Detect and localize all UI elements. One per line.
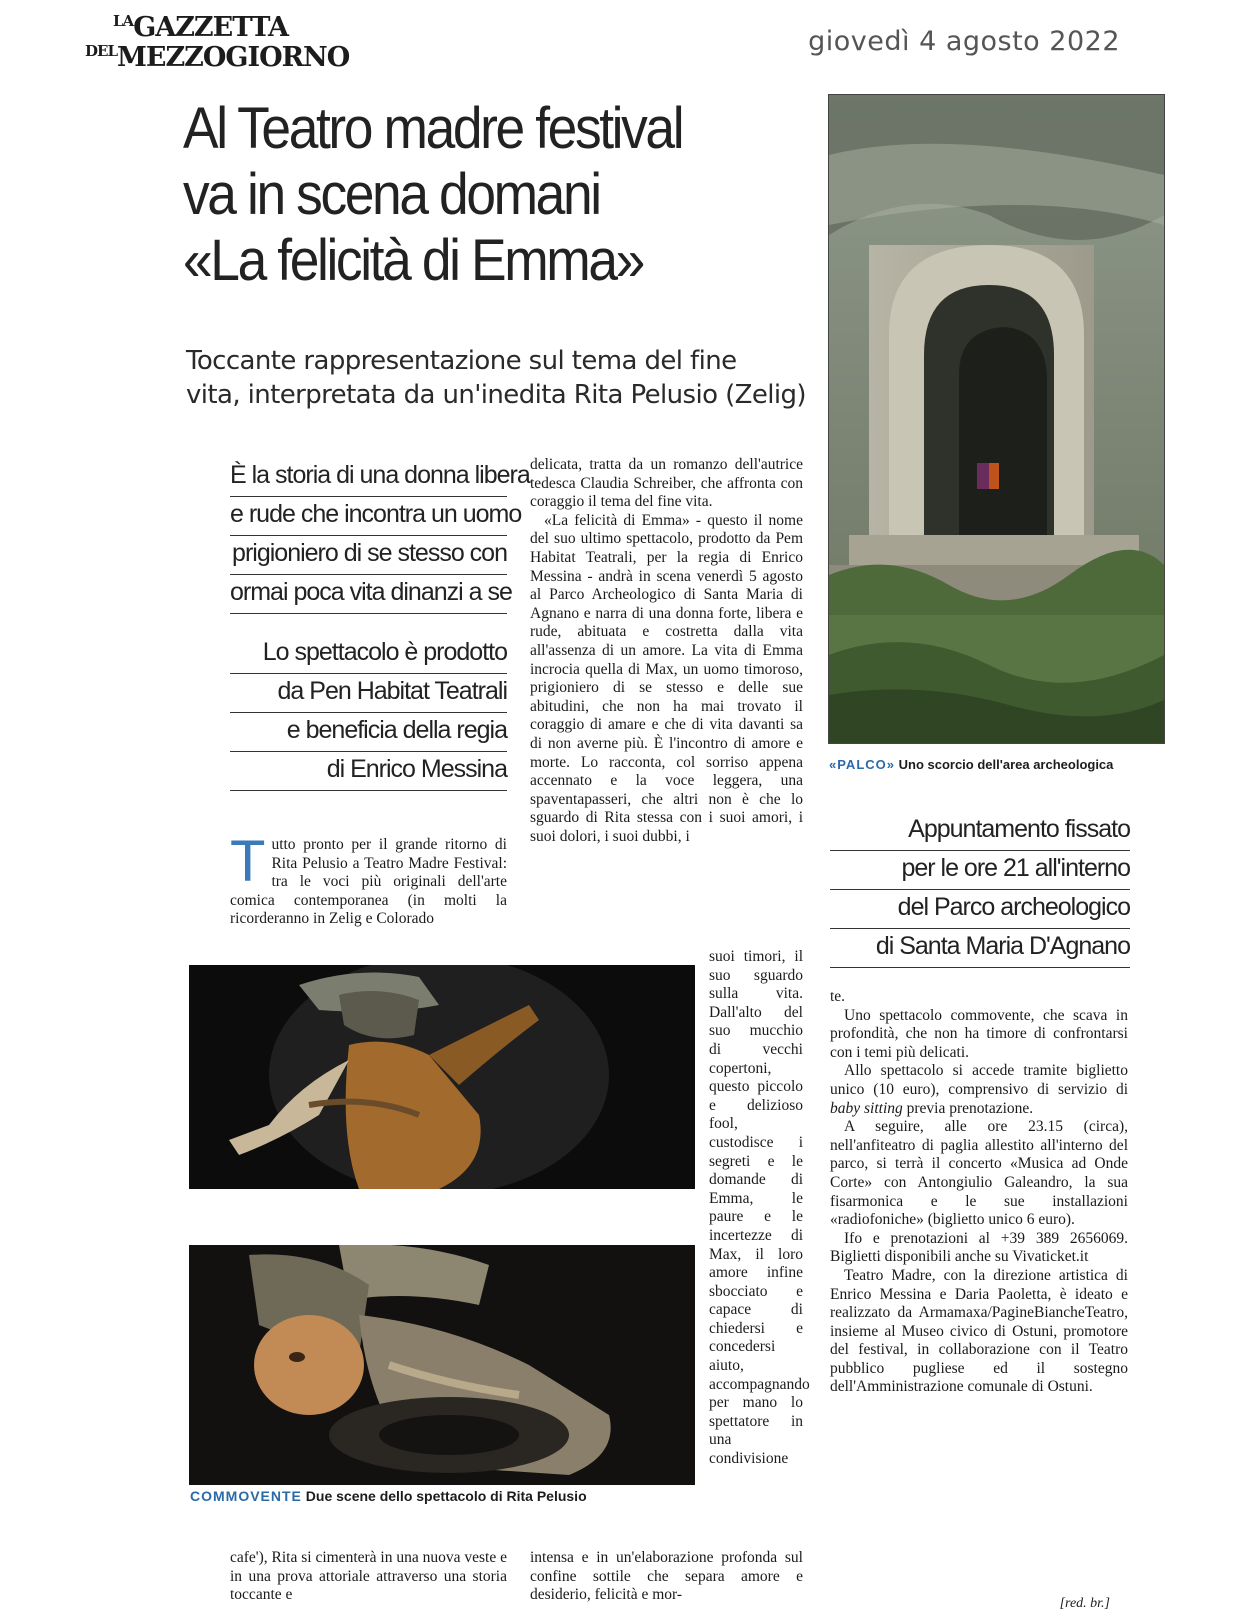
paragraph [830,1062,1128,1118]
article-column-2 [530,456,803,846]
photo-archaeological-arch [828,94,1165,744]
pullquote-line: di Santa Maria D'Agnano [830,929,1130,968]
author-signature: [red. br.] [1059,1596,1110,1611]
scene-one-illustration [189,965,695,1189]
arch-caption-label: «PALCO» [829,757,895,772]
paragraph: «La felicità di Emma» - questo il nome del suo ultimo spettacolo, prodotto da Pem Habitat Teatrali, per la regia di Enrico Messina - andrà in scena venerdì 5 agosto al Parco Archeologico di Santa Maria di Agnano e narra di una donna forte, libera e rude, abituata e costretta dalla vita all'assenza di un amore. La vita di Emma incrocia quella di Max, un uomo timoroso, prigioniero di se stesso e delle sue abitudini, che non ha mai trovato il coraggio di amare e che di vita davanti sa di non averne più. È l'incontro di amore e morte. Lo racconta, col sorriso appena accennato e la voce leggera, una spaventapasseri, che altri non è che lo sguardo di Rita stessa con i suoi amori, i suoi dolori, i suoi dubbi, i [530,511,803,845]
scene-two-illustration [189,1245,695,1485]
article-column-2-continuation: intensa e in un'elaborazione profonda sul confine sottile che separa amore e desiderio, felicità e mor- [530,1549,803,1604]
arch-photo-caption [829,757,1113,772]
arch-photo-illustration [829,95,1164,743]
article-narrow-column: suoi timori, il suo sguardo sulla vita. Dall'alto del suo mucchio di vecchi copertoni, questo piccolo e delizioso fool, custodisce i segreti e le domande di Emma, le paure e le incertezze di Max, il loro amore infine sbocciato e capace di chiedersi e concedersi aiuto, accompagnando per mano lo spettatore in una condivisione [709,948,810,1468]
pullquote-production [230,635,507,791]
pullquote-line: del Parco archeologico [830,890,1130,929]
headline-line3: «La felicità di Emma» [183,228,643,293]
paragraph: Teatro Madre, con la direzione artistica di Enrico Messina e Daria Paoletta, è ideato e realizzato da Armamaxa/PagineBiancheTeatro, insieme al Museo civico di Ostuni, promotore del festival, in collaborazione con il Teatro pubblico pugliese ed il sostegno dell'Amministrazione comunale di Ostuni. [830,1266,1128,1396]
pullquote-line: Lo spettacolo è prodotto [230,635,507,674]
article-column-3 [830,988,1128,1397]
paragraph-text: previa prenotazione. [902,1099,1034,1117]
photo-scene-one [189,965,695,1189]
lead-paragraph: utto pronto per il grande ritorno di Rita Pelusio a Teatro Madre Festival: tra le voci più originali dell'arte comica contemporanea (in molti la ricorderanno in Zelig e Colorado [230,836,507,928]
pullquote-appointment [830,812,1130,968]
masthead-logo-line1: $^{LA}$GAZZETTA [113,12,288,43]
pullquote-line: prigioniero di se stesso con [230,536,507,575]
pullquote-line: per le ore 21 all'interno [830,851,1130,890]
paragraph: Ifo e prenotazioni al +39 389 2656069. Biglietti disponibili anche su Vivaticket.it [830,1229,1128,1266]
subheadline [186,344,826,412]
pullquote-line: Appuntamento fissato [830,812,1130,851]
scenes-caption-label: COMMOVENTE [190,1488,302,1504]
arch-caption-text: Uno scorcio dell'area archeologica [895,757,1114,772]
scenes-caption-text: Due scene dello spettacolo di Rita Pelusio [301,1488,587,1504]
dropcap: T [230,829,266,894]
paragraph: Uno spettacolo commovente, che scava in profondità, che non ha timore di confrontarsi con i temi più delicati. [830,1006,1128,1061]
article-lead-column [230,829,507,929]
paragraph-text: Allo spettacolo si accede tramite biglietto unico (10 euro), comprensivo di servizio di [830,1062,1128,1098]
article-column-1-continuation: cafe'), Rita si cimenterà in una nuova veste e in una prova attoriale attraverso una storia toccante e [230,1549,507,1604]
pullquote-line: e rude che incontra un uomo [230,497,507,536]
subheadline-line1: Toccante rappresentazione sul tema del fine [186,346,737,376]
paragraph: delicata, tratta da un romanzo dell'autrice tedesca Claudia Schreiber, che affronta con coraggio il tema del fine vita. [530,456,803,511]
photo-scene-two [189,1245,695,1485]
paragraph: te. [830,988,846,1005]
headline [183,96,753,294]
masthead-logo-line2: $^{DEL}$MEZZOGIORNO [85,42,350,73]
pullquote-line: È la storia di una donna libera [230,458,507,497]
pullquote-line: ormai poca vita dinanzi a se [230,575,507,614]
pullquote-line: da Pen Habitat Teatrali [230,674,507,713]
subheadline-line2: vita, interpretata da un'inedita Rita Pelusio (Zelig) [186,380,806,410]
paragraph: A seguire, alle ore 23.15 (circa), nell'anfiteatro di paglia allestito all'interno del parco, si terrà il concerto «Musica ad Onde Corte» con Antongiulio Galeandro, la sua fisarmonica e le sue installazioni «radiofoniche» (biglietto unico 6 euro). [830,1118,1128,1229]
scenes-photo-caption [190,1488,587,1504]
headline-line2: va in scena domani [183,162,600,227]
paragraph-emphasis: baby sitting [830,1099,903,1117]
issue-date: giovedì 4 agosto 2022 [808,26,1120,57]
pullquote-line: di Enrico Messina [230,752,507,791]
headline-line1: Al Teatro madre festival [183,96,683,161]
pullquote-line: e beneficia della regia [230,713,507,752]
pullquote-story [230,458,530,614]
